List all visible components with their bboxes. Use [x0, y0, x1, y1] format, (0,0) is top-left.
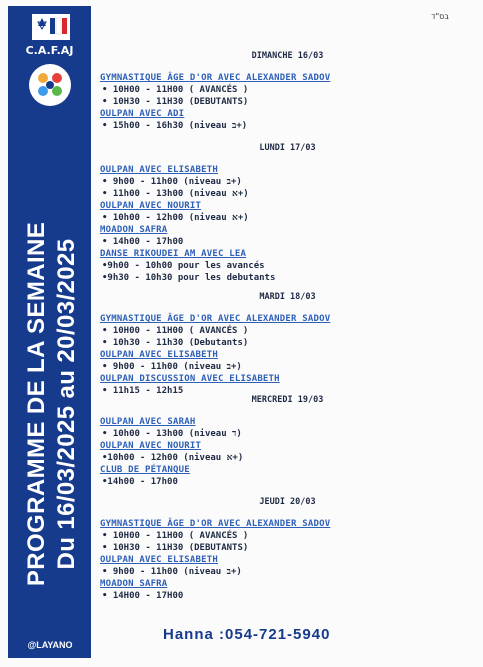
logo-text: C.A.F.AJ	[25, 44, 74, 57]
activity-link[interactable]: OULPAN AVEC ADI	[100, 109, 185, 119]
time-slot: • 11h15 - 12h15	[102, 386, 184, 396]
day-title: MERCREDI 19/03	[251, 395, 324, 405]
vertical-title	[22, 222, 82, 586]
day-block-thursday	[100, 496, 475, 602]
time-slot: • 10H30 - 11H30 (DEBUTANTS)	[102, 97, 249, 107]
day-title: JEUDI 20/03	[259, 497, 316, 507]
time-slot: • 10H00 - 11H00 ( AVANCÉS )	[102, 85, 249, 95]
activity-link[interactable]: OULPAN AVEC ELISABETH	[100, 555, 218, 565]
activity-link[interactable]: GYMNASTIQUE ÂGE D'OR AVEC ALEXANDER SADOV	[100, 73, 331, 83]
time-slot: • 10h30 - 11h30 (Debutants)	[102, 338, 249, 348]
activity-link[interactable]: OULPAN AVEC ELISABETH	[100, 165, 218, 175]
day-title: DIMANCHE 16/03	[251, 51, 324, 61]
time-slot: • 9h00 - 11h00 (niveau ב+)	[102, 567, 242, 577]
sidebar-banner	[8, 6, 91, 658]
time-slot: • 9h00 - 11h00 (niveau ב+)	[102, 177, 242, 187]
title-line-2: Du 16/03/2025 au 20/03/2025	[53, 238, 80, 570]
activity-link[interactable]: MOADON SAFRA	[100, 579, 168, 589]
activity-link[interactable]: OULPAN DISCUSSION AVEC ELISABETH	[100, 374, 280, 384]
activity-link[interactable]: GYMNASTIQUE ÂGE D'OR AVEC ALEXANDER SADOV	[100, 519, 331, 529]
day-block-tuesday	[100, 291, 475, 397]
title-line-1: PROGRAMME DE LA SEMAINE	[23, 221, 50, 587]
time-slot: •10h00 - 12h00 (niveau א+)	[102, 453, 244, 463]
time-slot: • 15h00 - 16h30 (niveau ב+)	[102, 121, 248, 131]
bsd-mark: בס"ד	[431, 12, 449, 21]
activity-link[interactable]: OULPAN AVEC SARAH	[100, 417, 196, 427]
activity-link[interactable]: GYMNASTIQUE ÂGE D'OR AVEC ALEXANDER SADOV	[100, 314, 331, 324]
day-block-wednesday	[100, 394, 475, 488]
contact-phone: Hanna :054-721-5940	[163, 626, 331, 643]
activity-link[interactable]: OULPAN AVEC ELISABETH	[100, 350, 218, 360]
day-block-monday	[100, 142, 475, 284]
day-block-sunday	[100, 50, 475, 132]
activity-link[interactable]: OULPAN AVEC NOURIT	[100, 441, 202, 451]
activity-link[interactable]: OULPAN AVEC NOURIT	[100, 201, 202, 211]
time-slot: • 11h00 - 13h00 (niveau א+)	[102, 189, 249, 199]
time-slot: •14h00 - 17h00	[102, 477, 178, 487]
time-slot: • 10h00 - 12h00 (niveau א+)	[102, 213, 249, 223]
time-slot: • 9h00 - 11h00 (niveau ב+)	[102, 362, 242, 372]
time-slot: • 10H00 - 11H00 ( AVANCÉS )	[102, 531, 249, 541]
time-slot: •9h30 - 10h30 pour les debutants	[102, 273, 276, 283]
social-handle: @LAYANO	[27, 640, 73, 650]
time-slot: •9h00 - 10h00 pour les avancés	[102, 261, 265, 271]
time-slot: • 14h00 - 17h00	[102, 237, 184, 247]
activity-link[interactable]: MOADON SAFRA	[100, 225, 168, 235]
time-slot: • 10h00 - 13h00 (niveau ד)	[102, 429, 242, 439]
activity-link[interactable]: CLUB DE PÉTANQUE	[100, 465, 190, 475]
time-slot: • 14H00 - 17H00	[102, 591, 184, 601]
activity-link[interactable]: DANSE RIKOUDEI AM AVEC LEA	[100, 249, 247, 259]
day-title: LUNDI 17/03	[259, 143, 316, 153]
day-title: MARDI 18/03	[259, 292, 316, 302]
time-slot: • 10H00 - 11H00 ( AVANCÉS )	[102, 326, 249, 336]
time-slot: • 10H30 - 11H30 (DEBUTANTS)	[102, 543, 249, 553]
